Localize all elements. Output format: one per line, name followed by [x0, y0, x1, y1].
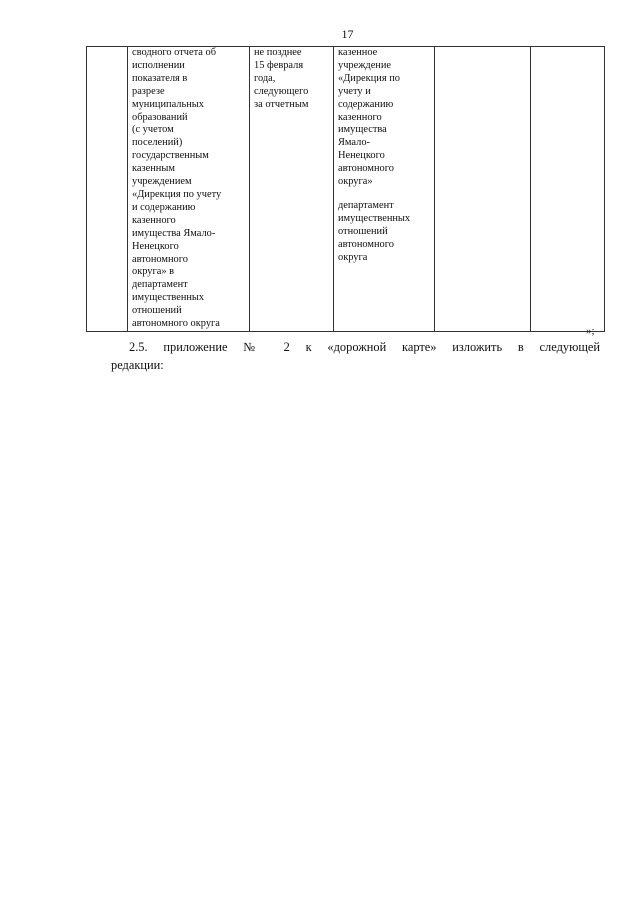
page-number: 17 [341, 27, 354, 41]
continuation-table [86, 46, 605, 332]
responsible-text-second: департамент имущественных отношений автономного округа [338, 199, 411, 263]
amendment-paragraph-continuation: редакции: [111, 358, 164, 372]
table-cell-number [87, 47, 128, 332]
table-cell-responsible [334, 47, 435, 332]
table-cell-empty [531, 47, 605, 332]
table-row [87, 47, 605, 332]
amendment-paragraph: 2.5. приложение № 2 к «дорожной карте» изложить в следующей [129, 340, 600, 354]
table-cell-empty [435, 47, 531, 332]
deadline-text: не позднее 15 февраля года, следующего за отчетным [254, 47, 309, 110]
table-cell-deadline [250, 47, 334, 332]
closing-quote-mark: »; [586, 325, 595, 337]
responsible-text-first: казенное учреждение «Дирекция по учету и содержанию казенного имущества Ямало- Ненецкого автономного округа» [338, 47, 400, 188]
table-cell-activity [128, 47, 250, 332]
activity-text: сводного отчета об исполнении показателя в разрезе муниципальных образований (с учетом поселений) государственным казенным учреждением «Дирекция по учету и содержанию казенного имущества Ямало- Ненецкого автономного округа» в департамент имущественных отношений автономного округа [132, 47, 222, 330]
